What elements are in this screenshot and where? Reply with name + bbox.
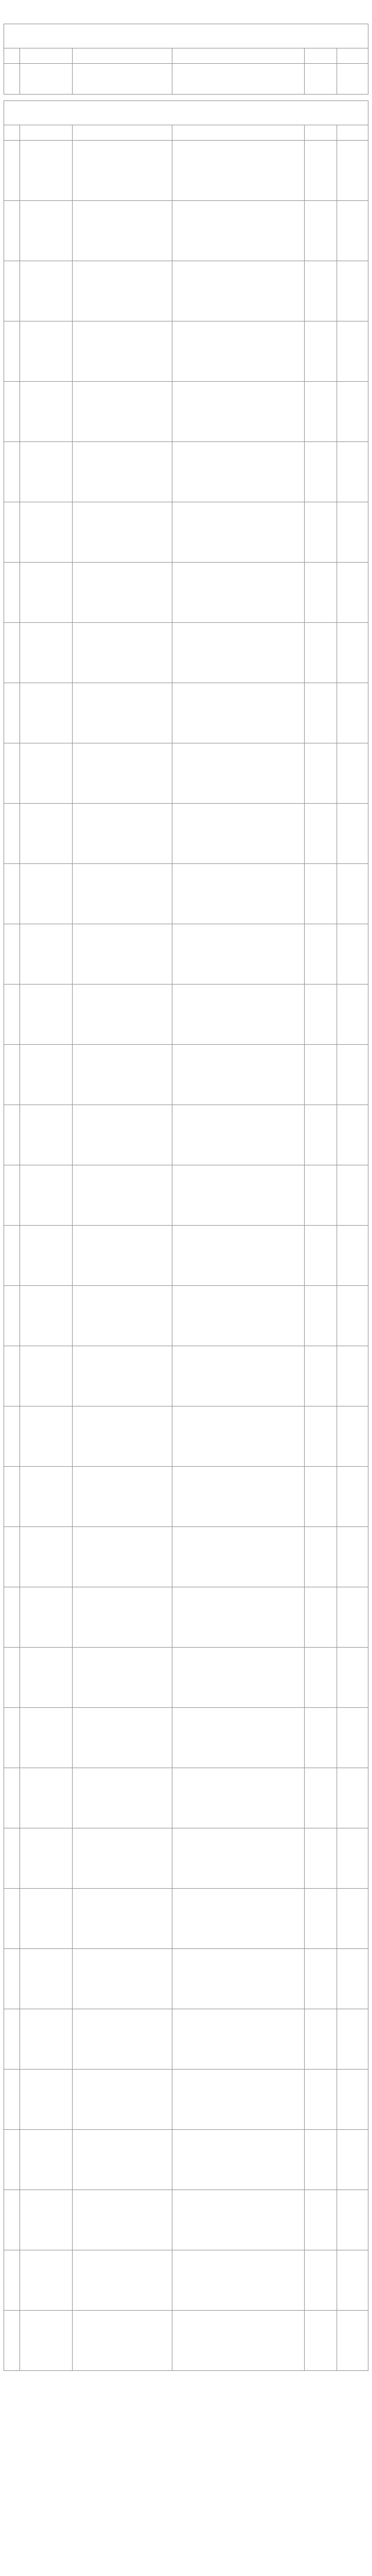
award-cell [4, 2190, 20, 2250]
award-cell [337, 502, 368, 563]
award-cell [20, 201, 73, 261]
award-cell [172, 563, 305, 623]
award-cell [20, 64, 73, 95]
award-cell [305, 1045, 337, 1105]
award-cell [20, 563, 73, 623]
award-cell [4, 1828, 20, 1889]
award-cell [4, 1105, 20, 1165]
award-cell [337, 1406, 368, 1467]
award-cell [73, 502, 172, 563]
award-cell [4, 382, 20, 442]
award-cell [4, 563, 20, 623]
award-cell [4, 743, 20, 804]
award-row [4, 1346, 368, 1406]
award-cell [337, 683, 368, 743]
award-cell [20, 1587, 73, 1648]
award-cell [20, 864, 73, 924]
award-cell [305, 1768, 337, 1828]
award-cell [172, 1828, 305, 1889]
award-cell [172, 2009, 305, 2070]
award-cell [20, 2009, 73, 2070]
award-cell [305, 2009, 337, 2070]
award-cell [20, 1165, 73, 1226]
award-cell [172, 623, 305, 683]
award-row [4, 1286, 368, 1346]
award-cell [172, 1949, 305, 2009]
award-cell [172, 924, 305, 985]
award-cell [20, 924, 73, 985]
award-cell [4, 2311, 20, 2371]
award-cell [337, 64, 368, 95]
award-cell [337, 1949, 368, 2009]
award-cell [20, 804, 73, 864]
award-cell [305, 1286, 337, 1346]
award-cell [337, 2250, 368, 2311]
award-row [4, 1949, 368, 2009]
award-cell [337, 1226, 368, 1286]
award-cell [20, 1949, 73, 2009]
award-cell [337, 924, 368, 985]
award-cell [305, 924, 337, 985]
award-cell [20, 141, 73, 201]
award-row [4, 683, 368, 743]
award-cell [305, 502, 337, 563]
award-cell [172, 2311, 305, 2371]
award-row [4, 1768, 368, 1828]
award-cell [305, 623, 337, 683]
award-row [4, 261, 368, 321]
award-cell [4, 1165, 20, 1226]
tier-1-heading [4, 24, 368, 48]
award-cell [172, 1105, 305, 1165]
column-header [172, 125, 305, 141]
award-cell [337, 442, 368, 502]
award-cell [172, 2250, 305, 2311]
award-cell [172, 1708, 305, 1768]
award-cell [4, 1889, 20, 1949]
award-cell [305, 1406, 337, 1467]
award-cell [4, 1587, 20, 1648]
award-cell [305, 804, 337, 864]
award-cell [20, 985, 73, 1045]
award-cell [305, 1648, 337, 1708]
award-cell [305, 1165, 337, 1226]
tier-2-table [4, 125, 368, 2371]
award-cell [337, 1105, 368, 1165]
award-cell [305, 261, 337, 321]
award-cell [4, 321, 20, 382]
award-cell [20, 2130, 73, 2190]
award-cell [337, 2070, 368, 2130]
award-cell [172, 64, 305, 95]
award-cell [73, 321, 172, 382]
award-cell [20, 1768, 73, 1828]
award-cell [4, 2250, 20, 2311]
column-header [20, 48, 73, 64]
award-row [4, 1889, 368, 1949]
award-cell [305, 2190, 337, 2250]
column-header [305, 48, 337, 64]
award-row [4, 743, 368, 804]
tier-2-heading [4, 100, 368, 125]
award-row [4, 64, 368, 95]
award-cell [305, 1467, 337, 1527]
award-cell [4, 261, 20, 321]
award-cell [4, 141, 20, 201]
award-cell [4, 1406, 20, 1467]
award-cell [172, 1648, 305, 1708]
tier-1-table [4, 48, 368, 95]
award-cell [305, 1226, 337, 1286]
award-row [4, 924, 368, 985]
award-cell [305, 2070, 337, 2130]
award-row [4, 2130, 368, 2190]
award-cell [20, 321, 73, 382]
award-cell [4, 1346, 20, 1406]
award-row [4, 864, 368, 924]
award-cell [305, 64, 337, 95]
award-row [4, 985, 368, 1045]
award-cell [20, 1045, 73, 1105]
award-row [4, 2311, 368, 2371]
award-cell [172, 321, 305, 382]
column-header [305, 125, 337, 141]
award-cell [20, 382, 73, 442]
award-cell [4, 1648, 20, 1708]
award-cell [305, 1828, 337, 1889]
award-cell [20, 1527, 73, 1587]
award-row [4, 1165, 368, 1226]
award-cell [337, 1165, 368, 1226]
tier-2-rows [4, 141, 368, 2371]
tier-1-rows [4, 64, 368, 95]
award-cell [172, 804, 305, 864]
award-cell [172, 1165, 305, 1226]
award-cell [305, 1105, 337, 1165]
award-cell [305, 1346, 337, 1406]
award-cell [172, 2130, 305, 2190]
award-cell [73, 2190, 172, 2250]
award-cell [73, 1768, 172, 1828]
award-row [4, 804, 368, 864]
award-cell [305, 321, 337, 382]
award-cell [305, 141, 337, 201]
award-cell [73, 1648, 172, 1708]
award-row [4, 1045, 368, 1105]
award-cell [20, 261, 73, 321]
award-cell [337, 864, 368, 924]
award-cell [73, 1045, 172, 1105]
award-cell [305, 864, 337, 924]
award-cell [172, 1467, 305, 1527]
award-cell [4, 864, 20, 924]
award-cell [305, 442, 337, 502]
award-cell [305, 1708, 337, 1768]
award-cell [172, 442, 305, 502]
award-cell [73, 201, 172, 261]
award-cell [20, 1105, 73, 1165]
award-row [4, 502, 368, 563]
document-title [4, 0, 368, 24]
award-cell [20, 1889, 73, 1949]
award-row [4, 1828, 368, 1889]
award-cell [4, 1949, 20, 2009]
award-cell [4, 2009, 20, 2070]
award-row [4, 1527, 368, 1587]
column-header [172, 48, 305, 64]
award-cell [305, 1527, 337, 1587]
award-cell [73, 1406, 172, 1467]
column-header [337, 125, 368, 141]
award-row [4, 563, 368, 623]
award-cell [73, 1587, 172, 1648]
award-cell [20, 1226, 73, 1286]
award-cell [337, 1527, 368, 1587]
award-cell [20, 623, 73, 683]
award-cell [20, 1286, 73, 1346]
award-cell [172, 2190, 305, 2250]
award-cell [73, 2130, 172, 2190]
award-cell [73, 1527, 172, 1587]
award-cell [20, 1406, 73, 1467]
award-cell [73, 924, 172, 985]
award-cell [305, 1949, 337, 2009]
column-header [337, 48, 368, 64]
award-cell [337, 201, 368, 261]
award-cell [4, 985, 20, 1045]
award-cell [4, 1045, 20, 1105]
award-cell [73, 261, 172, 321]
award-row [4, 382, 368, 442]
award-cell [172, 985, 305, 1045]
award-cell [73, 382, 172, 442]
award-cell [4, 64, 20, 95]
award-cell [305, 2311, 337, 2371]
column-header [4, 48, 20, 64]
award-cell [172, 864, 305, 924]
award-cell [4, 1467, 20, 1527]
award-cell [73, 743, 172, 804]
award-cell [73, 2250, 172, 2311]
award-cell [20, 1828, 73, 1889]
award-row [4, 1708, 368, 1768]
award-cell [337, 2130, 368, 2190]
award-cell [172, 1768, 305, 1828]
award-cell [73, 563, 172, 623]
award-row [4, 201, 368, 261]
award-row [4, 1105, 368, 1165]
award-row [4, 623, 368, 683]
award-cell [305, 563, 337, 623]
award-cell [172, 502, 305, 563]
award-cell [20, 1346, 73, 1406]
award-cell [73, 623, 172, 683]
award-cell [73, 1467, 172, 1527]
award-row [4, 2250, 368, 2311]
column-header [73, 48, 172, 64]
award-cell [20, 502, 73, 563]
award-cell [73, 1708, 172, 1768]
award-cell [20, 1467, 73, 1527]
award-cell [73, 1889, 172, 1949]
award-cell [172, 141, 305, 201]
award-cell [337, 1708, 368, 1768]
award-cell [4, 924, 20, 985]
award-cell [305, 1587, 337, 1648]
award-cell [337, 1045, 368, 1105]
award-cell [73, 141, 172, 201]
award-cell [172, 1406, 305, 1467]
award-cell [73, 985, 172, 1045]
award-cell [337, 1648, 368, 1708]
award-row [4, 2070, 368, 2130]
award-row [4, 1587, 368, 1648]
award-cell [172, 743, 305, 804]
award-cell [4, 683, 20, 743]
award-row [4, 1406, 368, 1467]
award-row [4, 442, 368, 502]
award-cell [4, 623, 20, 683]
award-cell [4, 1768, 20, 1828]
award-cell [172, 261, 305, 321]
award-cell [337, 2311, 368, 2371]
award-cell [4, 804, 20, 864]
column-header [20, 125, 73, 141]
award-cell [4, 2070, 20, 2130]
award-cell [172, 1286, 305, 1346]
award-cell [20, 683, 73, 743]
award-cell [73, 864, 172, 924]
award-cell [337, 1587, 368, 1648]
award-cell [337, 1768, 368, 1828]
award-cell [4, 2130, 20, 2190]
award-cell [172, 2070, 305, 2130]
award-cell [337, 743, 368, 804]
award-cell [20, 2190, 73, 2250]
award-cell [337, 563, 368, 623]
award-cell [172, 1587, 305, 1648]
award-cell [337, 1889, 368, 1949]
award-cell [20, 2070, 73, 2130]
award-cell [172, 1226, 305, 1286]
award-cell [337, 623, 368, 683]
award-row [4, 2009, 368, 2070]
award-cell [73, 683, 172, 743]
award-cell [337, 2009, 368, 2070]
award-cell [73, 1828, 172, 1889]
award-cell [73, 1949, 172, 2009]
column-header [4, 125, 20, 141]
award-cell [172, 1889, 305, 1949]
award-cell [4, 1226, 20, 1286]
award-cell [20, 1648, 73, 1708]
award-cell [172, 201, 305, 261]
award-cell [4, 442, 20, 502]
award-cell [20, 2250, 73, 2311]
award-cell [4, 502, 20, 563]
award-cell [20, 1708, 73, 1768]
award-cell [172, 382, 305, 442]
award-cell [73, 2311, 172, 2371]
award-cell [4, 201, 20, 261]
award-cell [73, 2009, 172, 2070]
award-cell [305, 985, 337, 1045]
award-cell [172, 1045, 305, 1105]
award-cell [73, 1165, 172, 1226]
award-row [4, 1226, 368, 1286]
award-cell [73, 442, 172, 502]
award-row [4, 321, 368, 382]
award-row [4, 1467, 368, 1527]
award-row [4, 141, 368, 201]
award-cell [4, 1286, 20, 1346]
award-cell [4, 1527, 20, 1587]
award-cell [337, 2190, 368, 2250]
award-cell [305, 2130, 337, 2190]
award-cell [73, 1346, 172, 1406]
award-row [4, 1648, 368, 1708]
award-cell [337, 141, 368, 201]
award-cell [73, 64, 172, 95]
award-cell [20, 743, 73, 804]
award-cell [337, 261, 368, 321]
award-cell [4, 1708, 20, 1768]
column-header [73, 125, 172, 141]
award-cell [305, 1889, 337, 1949]
award-cell [337, 1828, 368, 1889]
award-cell [337, 382, 368, 442]
award-cell [305, 201, 337, 261]
award-cell [20, 442, 73, 502]
award-cell [20, 2311, 73, 2371]
award-cell [337, 1286, 368, 1346]
award-cell [305, 2250, 337, 2311]
award-cell [337, 1467, 368, 1527]
award-cell [305, 683, 337, 743]
award-cell [337, 321, 368, 382]
award-cell [337, 985, 368, 1045]
award-cell [172, 683, 305, 743]
award-row [4, 2190, 368, 2250]
award-cell [172, 1346, 305, 1406]
award-cell [337, 804, 368, 864]
award-cell [73, 1286, 172, 1346]
award-cell [172, 1527, 305, 1587]
award-cell [73, 2070, 172, 2130]
award-cell [73, 804, 172, 864]
award-cell [337, 1346, 368, 1406]
award-cell [73, 1226, 172, 1286]
award-cell [73, 1105, 172, 1165]
award-cell [305, 382, 337, 442]
award-cell [305, 743, 337, 804]
